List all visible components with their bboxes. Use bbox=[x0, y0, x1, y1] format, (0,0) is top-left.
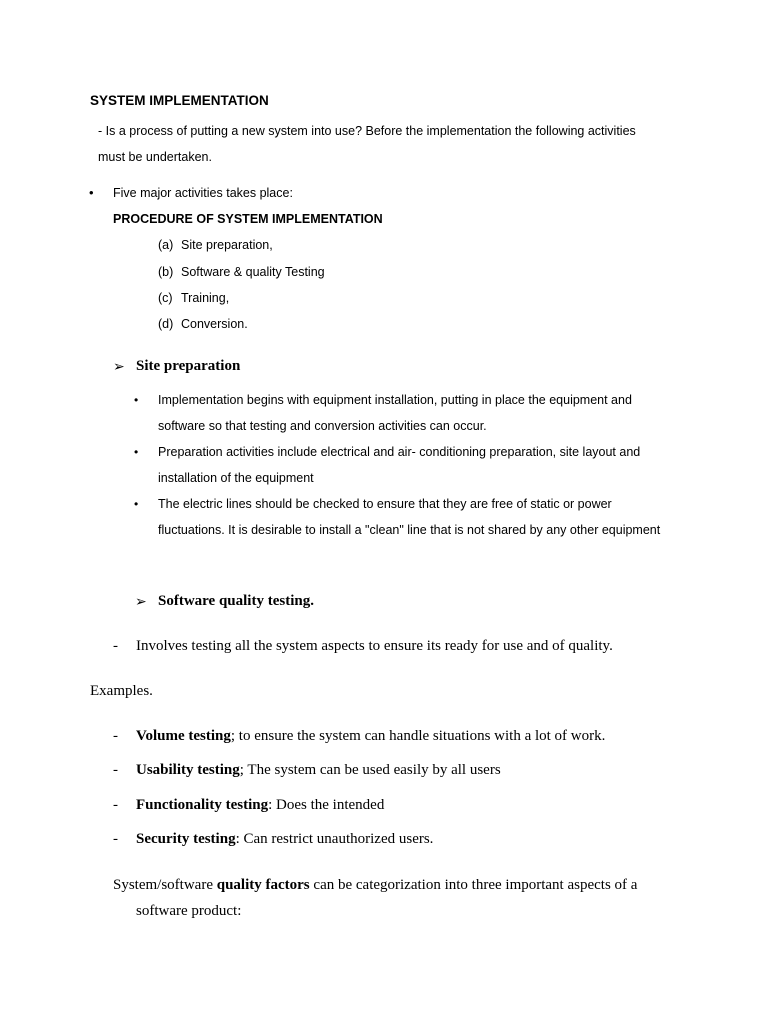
bullet-icon: • bbox=[134, 497, 139, 511]
list-item-text: Software & quality Testing bbox=[181, 265, 325, 279]
section-heading-site-preparation: Site preparation bbox=[136, 358, 241, 374]
list-item-label: (d) bbox=[158, 317, 174, 331]
site-point-1-line-1: Implementation begins with equipment installation, putting in place the equipment and bbox=[158, 393, 632, 407]
example-item bbox=[136, 762, 501, 779]
example-term: Volume testing bbox=[136, 728, 231, 744]
quality-factors-line-2: software product: bbox=[136, 903, 242, 919]
list-item bbox=[158, 317, 248, 331]
bullet-icon: • bbox=[134, 445, 139, 459]
section-heading-software-testing: Software quality testing. bbox=[158, 593, 314, 609]
site-point-3-line-2: fluctuations. It is desirable to install a "clean" line that is not shared by any other equipment bbox=[158, 523, 661, 537]
dash-bullet: - bbox=[113, 728, 118, 744]
example-description: : Can restrict unauthorized users. bbox=[235, 831, 434, 847]
site-point-3-line-1: The electric lines should be checked to ensure that they are free of static or power bbox=[158, 497, 612, 511]
dash-bullet: - bbox=[113, 831, 118, 847]
quality-factors-suffix: can be categorization into three important aspects of a bbox=[309, 877, 638, 893]
intro-line-1: - Is a process of putting a new system into use? Before the implementation the following activities bbox=[98, 124, 636, 138]
example-item bbox=[136, 728, 605, 745]
dash-bullet: - bbox=[113, 797, 118, 813]
arrow-bullet-icon: ➢ bbox=[135, 595, 147, 610]
list-item bbox=[158, 265, 325, 279]
list-item-label: (a) bbox=[158, 238, 174, 252]
example-description: ; The system can be used easily by all users bbox=[239, 762, 501, 778]
example-term: Usability testing bbox=[136, 762, 240, 778]
quality-factors-prefix: System/software bbox=[113, 877, 217, 893]
list-item-label: (c) bbox=[158, 291, 173, 305]
dash-bullet: - bbox=[113, 762, 118, 778]
example-description: : Does the intended bbox=[268, 797, 385, 813]
procedure-heading: PROCEDURE OF SYSTEM IMPLEMENTATION bbox=[113, 212, 383, 226]
example-term: Functionality testing bbox=[136, 797, 269, 813]
list-item bbox=[158, 238, 273, 252]
list-item-label: (b) bbox=[158, 265, 174, 279]
site-point-2-line-1: Preparation activities include electrical and air- conditioning preparation, site layout and bbox=[158, 445, 641, 459]
site-point-1-line-2: software so that testing and conversion activities can occur. bbox=[158, 419, 487, 433]
activities-intro: Five major activities takes place: bbox=[113, 186, 293, 200]
list-item-text: Site preparation, bbox=[181, 238, 273, 252]
list-item bbox=[158, 291, 229, 305]
bullet-icon: • bbox=[89, 185, 94, 200]
quality-factors-line-1 bbox=[113, 877, 637, 894]
examples-label: Examples. bbox=[90, 683, 153, 699]
dash-bullet: - bbox=[113, 638, 118, 654]
example-description: ; to ensure the system can handle situations with a lot of work. bbox=[230, 728, 606, 744]
example-term: Security testing bbox=[136, 831, 236, 847]
list-item-text: Training, bbox=[181, 291, 230, 305]
example-item bbox=[136, 797, 384, 814]
page-title: SYSTEM IMPLEMENTATION bbox=[90, 93, 269, 108]
testing-description: Involves testing all the system aspects to ensure its ready for use and of quality. bbox=[136, 638, 613, 654]
site-point-2-line-2: installation of the equipment bbox=[158, 471, 314, 485]
intro-line-2: must be undertaken. bbox=[98, 150, 212, 164]
example-item bbox=[136, 831, 433, 848]
quality-factors-term: quality factors bbox=[216, 877, 310, 893]
arrow-bullet-icon: ➢ bbox=[113, 360, 125, 375]
list-item-text: Conversion. bbox=[181, 317, 248, 331]
bullet-icon: • bbox=[134, 393, 139, 407]
